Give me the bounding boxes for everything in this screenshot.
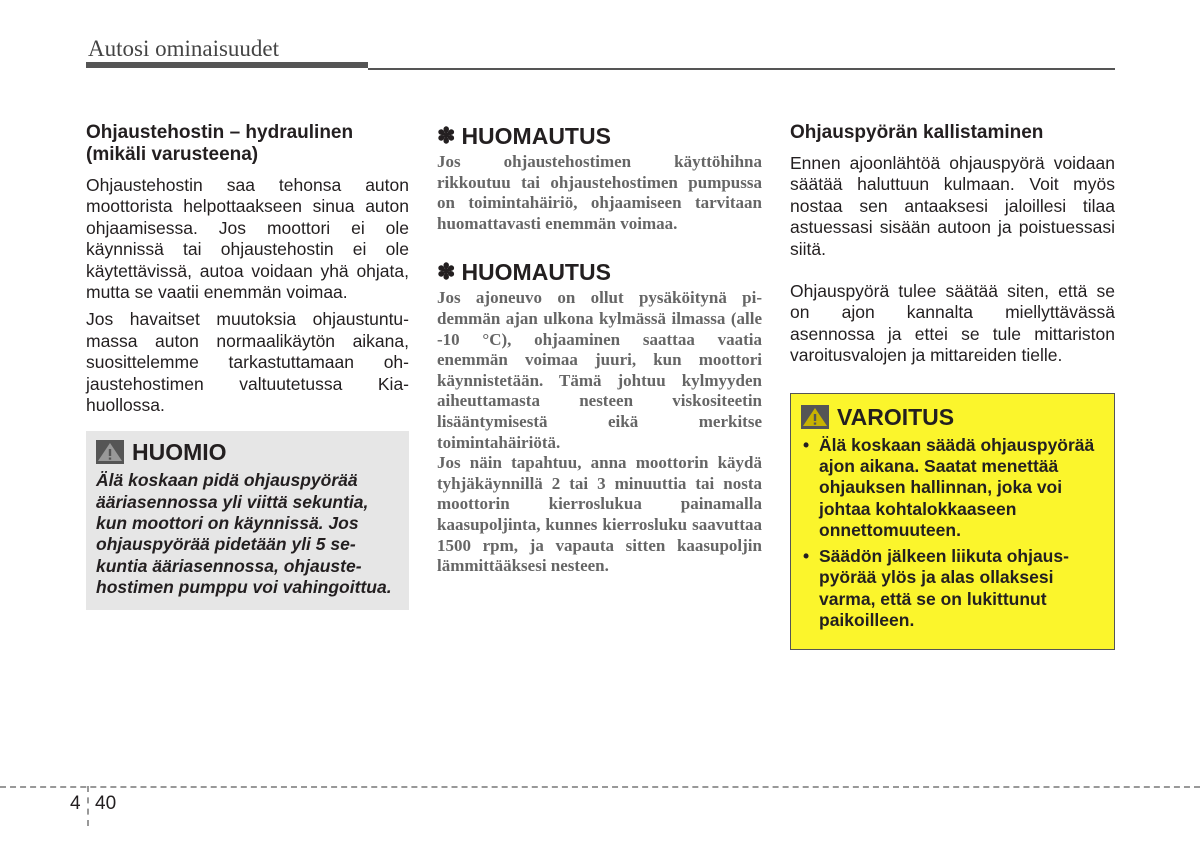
- note-heading: [437, 258, 762, 286]
- bullet: •: [803, 434, 810, 455]
- note-heading: [437, 122, 762, 150]
- warning-header: [801, 403, 1104, 431]
- caution-header: [96, 438, 399, 466]
- warning-title: VAROITUS: [837, 403, 955, 430]
- warning-triangle-icon: [96, 440, 124, 464]
- paragraph: Ohjauspyörä tulee säätää siten, että se on ajon kannalta miellyttävässä asennossa ja ettei se tule mittariston varoitusvalojen ja mittareiden tielle.: [790, 281, 1115, 366]
- paragraph: Jos havaitset muutoksia ohjaustuntumassa auton normaalikäytön aikana, suosittelemme tarkastuttamaan ohjaustehostimen valtuutetussa Kia-huollossa.: [86, 309, 409, 416]
- note-block: [437, 122, 762, 234]
- list-item: [801, 435, 1104, 542]
- warning-box: [790, 393, 1115, 651]
- header-rule: [368, 68, 1115, 70]
- header-title: Autosi ominaisuudet: [88, 36, 280, 61]
- note-block: [437, 258, 762, 576]
- asterisk-icon: ✽: [437, 259, 456, 285]
- column-middle: [437, 122, 762, 577]
- paragraph: Ennen ajoonlähtöä ohjauspyörä voidaan säätää haluttuun kulmaan. Voit myös nostaa sen antaaksesi jaloillesi tilaa astuessasi sisään autoon ja poistuessasi siitä.: [790, 153, 1115, 259]
- note-text: Jos näin tapahtuu, anna moottorin käydä tyhjäkäynnillä 2 tai 3 minuuttia tai nosta moottorin kierroslukua painamalla kaasupoljinta, kunnes kierrosluku saavuttaa 1500 rpm, ja vapauta sitten kaasupoljin lämmittääksesi nesteen.: [437, 453, 762, 576]
- note-title: HUOMAUTUS: [461, 259, 611, 286]
- asterisk-icon: ✽: [437, 123, 456, 148]
- header-bar: [86, 62, 368, 68]
- caution-title: HUOMIO: [132, 439, 227, 466]
- list-item-text: Älä koskaan säädä ohjauspyörää ajon aikana. Saatat menettää ohjauksen hallinnan, joka voi johtaa kohtalokkaaseen onnettomuuteen.: [819, 434, 1095, 541]
- list-item-text: Säädön jälkeen liikuta ohjauspyörää ylös ja alas ollaksesi varma, että se on lukittunut paikoilleen.: [819, 545, 1069, 630]
- bullet: •: [803, 545, 810, 566]
- warning-triangle-icon: [801, 405, 829, 429]
- note-text: Jos ajoneuvo on ollut pysäköitynä pidemmän ajan ulkona kylmässä ilmassa (alle -10 °C), ohjaaminen saattaa vaatia enemmän voimaa juuri, kun moottori käynnistetään. Tämä johtuu kylmyyden aiheuttamasta nesteen viskositeetin lisääntymisestä eikä merkitse toimintahäiriötä.: [437, 288, 762, 452]
- section-heading-tilt-steering: Ohjauspyörän kallistaminen: [790, 122, 1044, 143]
- section-heading-power-steering: Ohjaustehostin – hydraulinen (mikäli varusteena): [86, 122, 354, 165]
- paragraph: Ohjaustehostin saa tehonsa auton moottorista helpottaakseen sinua auton ohjaamisessa. Jos moottori ei ole käynnissä tai ohjaustehostin ei ole käytettävissä, autoa voidaan yhä ohjata, mutta se vaatii enemmän voimaa.: [86, 175, 409, 303]
- chapter-number: 4: [70, 793, 81, 814]
- page-number: 40: [95, 793, 117, 814]
- footer-rule: [0, 786, 1200, 788]
- note-text: Jos ohjaustehostimen käyttöhihna rikkoutuu tai ohjaustehostimen pumpussa on toimintahäiriö, ohjaamiseen tarvitaan huomattavasti enemmän voimaa.: [437, 152, 762, 233]
- note-title: HUOMAUTUS: [461, 123, 611, 149]
- caution-text: Älä koskaan pidä ohjauspyörää ääriasennossa yli viittä sekuntia, kun moottori on käynnissä. Jos ohjauspyörää pidetään yli 5 sekuntia ääriasennossa, ohjaustehostimen pumppu voi vahingoittua.: [96, 470, 392, 597]
- column-right: [790, 122, 1115, 650]
- column-left: [86, 122, 409, 610]
- warning-list: [801, 435, 1104, 632]
- caution-box: [86, 431, 409, 610]
- list-item: [801, 546, 1104, 632]
- footer-divider: [87, 786, 89, 826]
